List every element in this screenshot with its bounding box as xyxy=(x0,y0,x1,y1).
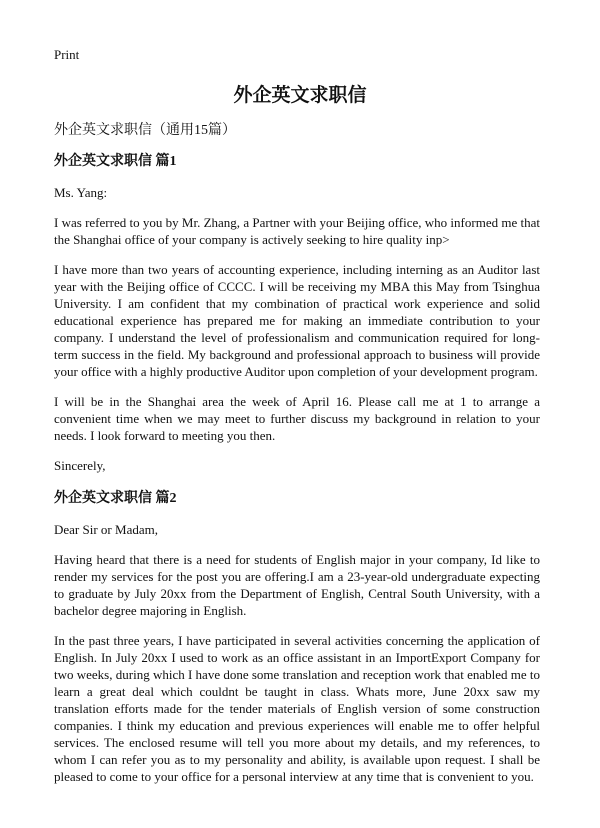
document-title: 外企英文求职信 xyxy=(233,85,367,106)
salutation: Ms. Yang: xyxy=(54,185,108,200)
document-subtitle: 外企英文求职信（通用15篇） xyxy=(54,123,236,138)
paragraph: I was referred to you by Mr. Zhang, a Partner with your Beijing office, who informed me that the Shanghai office of your company is actively seeking to hire quality inp> xyxy=(54,215,540,247)
paragraph: In the past three years, I have participated in several activities concerning the application of English. In July 20xx I used to work as an office assistant in an ImportExport Company for two weeks, during which I have done some translation and reception work that enabled me to learn a great deal which couldnt be taught in class. Whats more, June 20xx saw my translation efforts made for the tender materials of English version of some construction companies. I think my education and previous experiences will enable me to offer helpful services. The enclosed resume will tell you more about my details, and my references, to whom I can refer you as to my personality and ability, is available upon request. I shall be pleased to come to your office for a personal interview at any time that is convenient to you. xyxy=(54,633,540,784)
salutation: Dear Sir or Madam, xyxy=(54,522,158,537)
section-2 xyxy=(54,487,540,785)
paragraph: I will be in the Shanghai area the week of April 16. Please call me at 1 to arrange a convenient time when we may meet to further discuss my background in relation to your needs. I look forward to meeting you then. xyxy=(54,394,540,443)
document-body xyxy=(54,150,540,798)
paragraph: Having heard that there is a need for students of English major in your company, Id like to render my services for the post you are offering.I am a 23-year-old undergraduate expecting to graduate by July 20xx from the Department of English, Central South University, with a bachelor degree majoring in English. xyxy=(54,552,540,618)
closing: Sincerely, xyxy=(54,458,106,473)
paragraph: I have more than two years of accounting experience, including interning as an Auditor last year with the Beijing office of CCCC. I will be receiving my MBA this May from Tsinghua University. I am confident that my combination of practical work experience and solid educational experience has prepared me for making an immediate contribution to your company. I understand the level of professionalism and communication required for long-term success in the field. My background and professional approach to business will provide your office with a highly productive Auditor upon completion of your development program. xyxy=(54,262,540,379)
section-1 xyxy=(54,150,540,474)
section-heading: 外企英文求职信 篇2 xyxy=(54,491,177,506)
section-heading: 外企英文求职信 篇1 xyxy=(54,154,177,169)
print-link[interactable]: Print xyxy=(54,47,80,62)
